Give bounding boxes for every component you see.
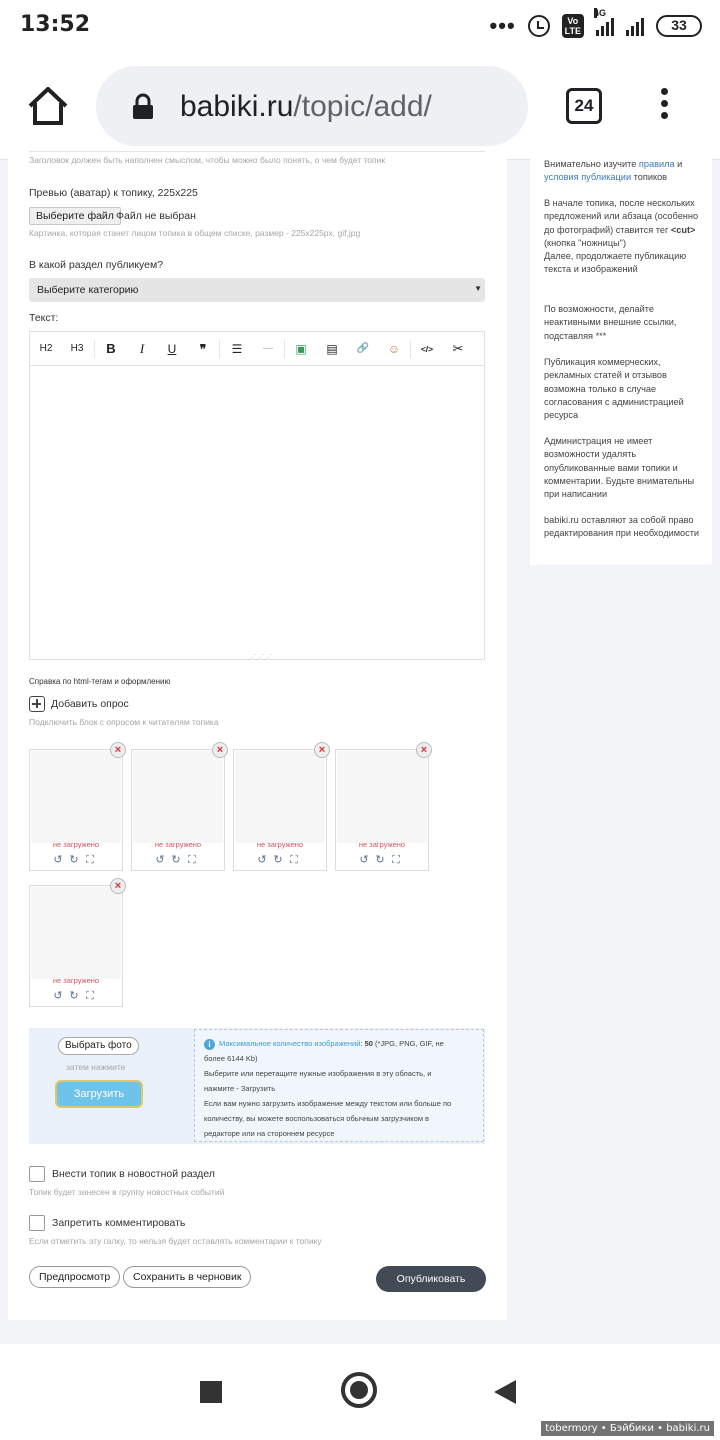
signal-4g-icon [594,8,614,36]
upload-button[interactable]: Загрузить [55,1080,143,1108]
choose-photo-button[interactable]: Выбрать фото [58,1037,139,1055]
url-path: /topic/add/ [293,90,432,123]
image-drop-area[interactable] [31,887,121,979]
news-checkbox-label[interactable]: Внести топик в новостной раздел [52,1168,215,1180]
image-slot[interactable] [29,744,123,871]
info-line-3: Если вам нужно загрузить изображение между текстом или больше по [204,1099,452,1108]
cut-tag: <cut> [670,224,696,235]
info-size-limit: более 6144 Kb) [204,1054,258,1063]
editor-toolbar [30,332,484,366]
add-poll-button[interactable] [29,696,129,712]
rules-paragraph-2 [544,197,704,277]
crop-icon[interactable]: ⛶ [392,854,400,866]
publication-terms-link[interactable]: условия публикации [544,172,632,183]
info-line-2: нажмите - Загрузить [204,1084,276,1093]
image-tools [256,854,300,866]
rotate-right-icon[interactable]: ↻ [375,854,385,866]
image-tools [358,854,402,866]
category-select[interactable] [29,278,485,302]
toolbar-separator [94,340,95,358]
image-slot[interactable] [29,880,123,1007]
preview-hint: Картинка, которая станет лицом топика в общем списке, размер - 225x225px, gif,jpg [29,228,361,238]
crop-icon[interactable]: ⛶ [86,854,94,866]
news-hint: Топик будет занесен в группу новостных событий [29,1187,225,1197]
disable-comments-label[interactable]: Запретить комментировать [52,1217,186,1229]
text-editor[interactable] [29,331,485,660]
recent-apps-button[interactable] [200,1381,222,1403]
sidebar-rules [530,151,712,565]
preview-label: Превью (аватар) к топику, 225х225 [29,187,198,199]
rotate-right-icon[interactable]: ↻ [273,854,283,866]
dropdown-arrow-icon: ▼ [474,284,482,293]
image-button[interactable]: ▣ [295,342,307,356]
image-status: не загружено [154,840,202,849]
watermark: tobermory • Бэйбики • babiki.ru [541,1421,714,1436]
choose-file-button[interactable]: Выберите файл [29,207,121,225]
rotate-right-icon[interactable]: ↻ [69,854,79,866]
battery-icon: 33 [656,15,702,37]
rotate-right-icon[interactable]: ↻ [171,854,181,866]
toolbar-separator [219,340,220,358]
rotate-left-icon[interactable]: ↺ [257,854,267,866]
disable-comments-hint: Если отметить эту галку, то нельзя будет оставлять комментарии к топику [29,1236,322,1246]
rules-link[interactable]: правила [638,159,675,169]
toolbar-separator [410,340,411,358]
image-upload-area[interactable] [29,1028,485,1144]
volte-top: Vo [567,16,579,26]
image-drop-area[interactable] [31,751,121,843]
crop-icon[interactable]: ⛶ [86,990,94,1002]
underline-button[interactable]: U [167,342,177,356]
info-icon: i [204,1039,215,1050]
url-text [180,90,432,124]
image-drop-area[interactable] [235,751,325,843]
info-line-5: редакторе или на стороннем ресурсе [204,1129,335,1138]
network-type: 4G [594,8,607,18]
cut-button[interactable]: ✂ [452,341,464,356]
image-status: не загружено [358,840,406,849]
topic-form [8,151,507,1320]
then-press-text: затем нажмите [66,1062,126,1072]
more-menu-icon[interactable] [658,88,670,124]
category-select-value: Выберите категорию [37,284,139,296]
rules-text: В начале топика, после нескольких предложений или абзаца (особенно до фотографий) ставится тег [544,198,699,235]
upload-info [194,1029,484,1142]
plus-icon [29,696,45,712]
image-status: не загружено [256,840,304,849]
save-draft-button[interactable]: Сохранить в черновик [123,1266,251,1288]
remove-image-icon[interactable]: × [314,742,330,758]
crop-icon[interactable]: ⛶ [290,854,298,866]
add-poll-label: Добавить опрос [51,698,129,710]
signal-icon [626,16,644,36]
rotate-left-icon[interactable]: ↺ [53,990,63,1002]
image-slot[interactable] [335,744,429,871]
rules-paragraph-3: По возможности, делайте неактивными внешние ссылки, подставляя *** [544,304,677,341]
poll-hint: Подключить блок с опросом к читателям топика [29,717,219,727]
address-bar[interactable] [96,66,528,146]
image-tools [154,854,198,866]
rules-paragraph-4: Публикация коммерческих, рекламных статей и отзывов возможна только в случае согласования с администрацией ресурса [544,357,684,421]
title-hint: Заголовок должен быть наполнен смыслом, чтобы можно было понять, о чем будет топик [29,155,386,165]
rules-text: и [674,159,683,169]
user-button[interactable]: ☺ [387,342,401,356]
section-label: В какой раздел публикуем? [29,259,164,271]
info-line-1: Выберите или перетащите нужные изображения в эту область, и [204,1069,432,1078]
rules-paragraph-6: babiki.ru оставляют за собой право редактирования при необходимости [544,515,700,539]
system-nav-bar [0,1344,720,1440]
browser-toolbar [0,52,720,160]
file-status: Файл не выбран [116,210,196,222]
image-drop-area[interactable] [337,751,427,843]
image-status: не загружено [52,976,100,985]
image-slot[interactable] [131,744,225,871]
rules-text: Внимательно изучите [544,159,639,169]
bold-button[interactable]: B [106,341,116,356]
toolbar-separator [284,340,285,358]
news-checkbox[interactable] [29,1166,45,1182]
alarm-icon [528,15,550,37]
rotate-left-icon[interactable]: ↺ [53,854,63,866]
remove-image-icon[interactable]: × [110,742,126,758]
quote-button[interactable]: ❞ [199,342,207,356]
image-status: не загружено [52,840,100,849]
crop-icon[interactable]: ⛶ [188,854,196,866]
back-button[interactable] [494,1380,516,1404]
rotate-left-icon[interactable]: ↺ [359,854,369,866]
info-max-line: i Максимальное количество изображений: 50 (*JPG, PNG, GIF, не [204,1036,474,1051]
home-icon[interactable] [26,84,70,128]
status-icons [490,10,702,42]
info-formats: (*JPG, PNG, GIF, не [375,1039,444,1048]
preview-button[interactable]: Предпросмотр [29,1266,120,1288]
rotate-right-icon[interactable]: ↻ [69,990,79,1002]
volte-icon [562,14,584,38]
video-button[interactable]: ▤ [326,342,338,356]
remove-image-icon[interactable]: × [212,742,228,758]
h2-button[interactable]: H2 [39,343,53,354]
text-label: Текст: [29,312,59,324]
title-input-underline[interactable] [29,151,485,152]
editor-resize-handle[interactable]: ⋰⋰⋰ [248,653,272,662]
rules-paragraph-1 [544,158,704,185]
code-button[interactable]: </> [420,344,434,354]
notification-dots-icon: ••• [489,13,516,38]
info-max-value: 50 [364,1039,373,1048]
h3-button[interactable]: H3 [70,343,84,354]
volte-bottom: LTE [564,26,581,36]
status-bar [0,0,720,52]
disable-comments-checkbox[interactable] [29,1215,45,1231]
link-button[interactable]: 🔗 [356,343,370,354]
horizontal-line-button[interactable]: — [263,343,273,354]
image-tools [52,990,96,1002]
rules-paragraph-5: Администрация не имеет возможности удалять опубликованные вами топики и комментарии. Будьте внимательны при написании [544,436,695,500]
image-slot[interactable] [233,744,327,871]
html-help-link[interactable]: Справка по html-тегам и оформлению [29,677,171,686]
url-domain: babiki.ru [180,90,294,123]
remove-image-icon[interactable]: × [416,742,432,758]
italic-button[interactable]: I [139,341,145,356]
rules-text: (кнопка "ножницы") [544,237,627,248]
rules-text: топиков [631,172,668,183]
info-max-label: Максимальное количество изображений [219,1039,361,1048]
home-button[interactable] [341,1372,377,1408]
remove-image-icon[interactable]: × [110,878,126,894]
lock-icon [132,94,154,120]
rotate-left-icon[interactable]: ↺ [155,854,165,866]
page-content [0,155,720,1344]
rules-text: Далее, продолжаете публикацию текста и изображений [544,251,687,275]
list-button[interactable]: ☰ [231,342,243,356]
publish-button[interactable]: Опубликовать [376,1266,486,1292]
image-drop-area[interactable] [133,751,223,843]
status-time: 13:52 [20,12,91,37]
image-tools [52,854,96,866]
info-line-4: количеству, вы можете воспользоваться обычным загрузчиком в [204,1114,430,1123]
tabs-button[interactable]: 24 [566,88,602,124]
